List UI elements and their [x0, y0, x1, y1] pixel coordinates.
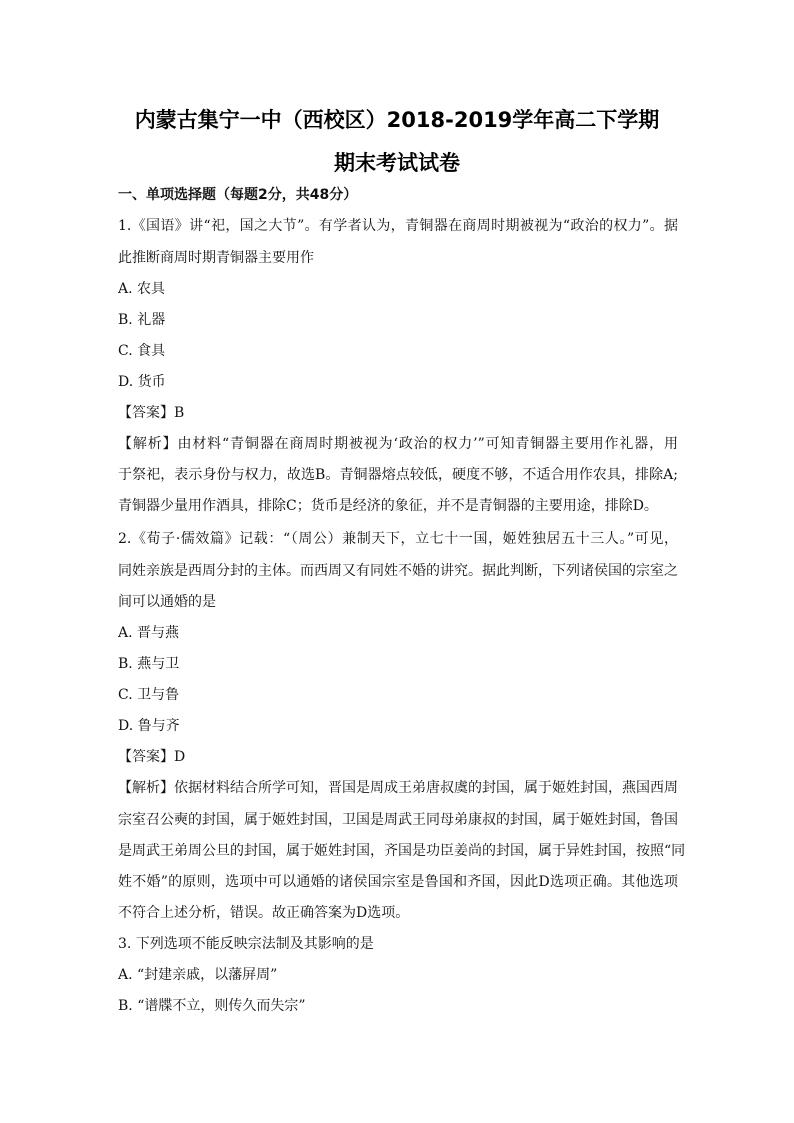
- q2-analysis-line3: 是周武王弟周公旦的封国，属于姬姓封国，齐国是功臣姜尚的封国，属于异姓封国，按照“同: [118, 843, 686, 859]
- q1-stem-line1: 1.《国语》讲“祀，国之大节”。有学者认为，青铜器在商周时期被视为“政治的权力”。据: [118, 218, 678, 234]
- q1-analysis-line1: 【解析】由材料“青铜器在商周时期被视为‘政治的权力’”可知青铜器主要用作礼器，用: [118, 436, 678, 452]
- q2-stem-line1: 2.《荀子·儒效篇》记载：“（周公）兼制天下，立七十一国，姬姓独居五十三人。”可见，: [118, 531, 678, 547]
- q1-option-a: A. 农具: [118, 281, 166, 297]
- q1-analysis-line2: 于祭祀，表示身份与权力，故选B。青铜器熔点较低，硬度不够，不适合用作农具，排除A;: [118, 467, 678, 483]
- q1-option-b: B. 礼器: [118, 312, 166, 328]
- q2-analysis-line4: 姓不婚”的原则，选项中可以通婚的诸侯国宗室是鲁国和齐国，因此D选项正确。其他选项: [118, 874, 678, 890]
- q2-analysis-line5: 不符合上述分析，错误。故正确答案为D选项。: [118, 905, 410, 921]
- q1-analysis-line3: 青铜器少量用作酒具，排除C；货币是经济的象征，并不是青铜器的主要用途，排除D。: [118, 498, 658, 514]
- q2-answer: 【答案】D: [118, 749, 186, 765]
- q1-option-c: C. 食具: [118, 343, 166, 359]
- document-title-line2: 期末考试试卷: [334, 151, 460, 175]
- q2-stem-line2: 同姓亲族是西周分封的主体。而西周又有同姓不婚的讲究。据此判断，下列诸侯国的宗室之: [118, 563, 678, 579]
- q3-option-b: B. “谱牒不立，则传久而失宗”: [118, 998, 306, 1014]
- q2-option-c: C. 卫与鲁: [118, 687, 180, 703]
- q2-analysis-line1: 【解析】依据材料结合所学可知，晋国是周成王弟唐叔虞的封国，属于姬姓封国，燕国西周: [118, 780, 678, 796]
- q1-option-d: D. 货币: [118, 374, 166, 390]
- q1-stem-line2: 此推断商周时期青铜器主要用作: [118, 250, 314, 266]
- document-title-line1: 内蒙古集宁一中（西校区）2018-2019学年高二下学期: [134, 108, 660, 132]
- q2-option-a: A. 晋与燕: [118, 625, 180, 641]
- q3-stem-line1: 3. 下列选项不能反映宗法制及其影响的是: [118, 936, 374, 952]
- q2-analysis-line2: 宗室召公奭的封国，属于姬姓封国，卫国是周武王同母弟康叔的封国，属于姬姓封国，鲁国: [118, 812, 678, 828]
- q3-option-a: A. “封建亲戚，以藩屏周”: [118, 967, 278, 983]
- q1-answer: 【答案】B: [118, 405, 185, 421]
- q2-option-b: B. 燕与卫: [118, 656, 180, 672]
- q2-stem-line3: 间可以通婚的是: [118, 594, 216, 610]
- q2-option-d: D. 鲁与齐: [118, 718, 180, 734]
- section-heading: 一、单项选择题（每题2分，共48分）: [118, 187, 358, 203]
